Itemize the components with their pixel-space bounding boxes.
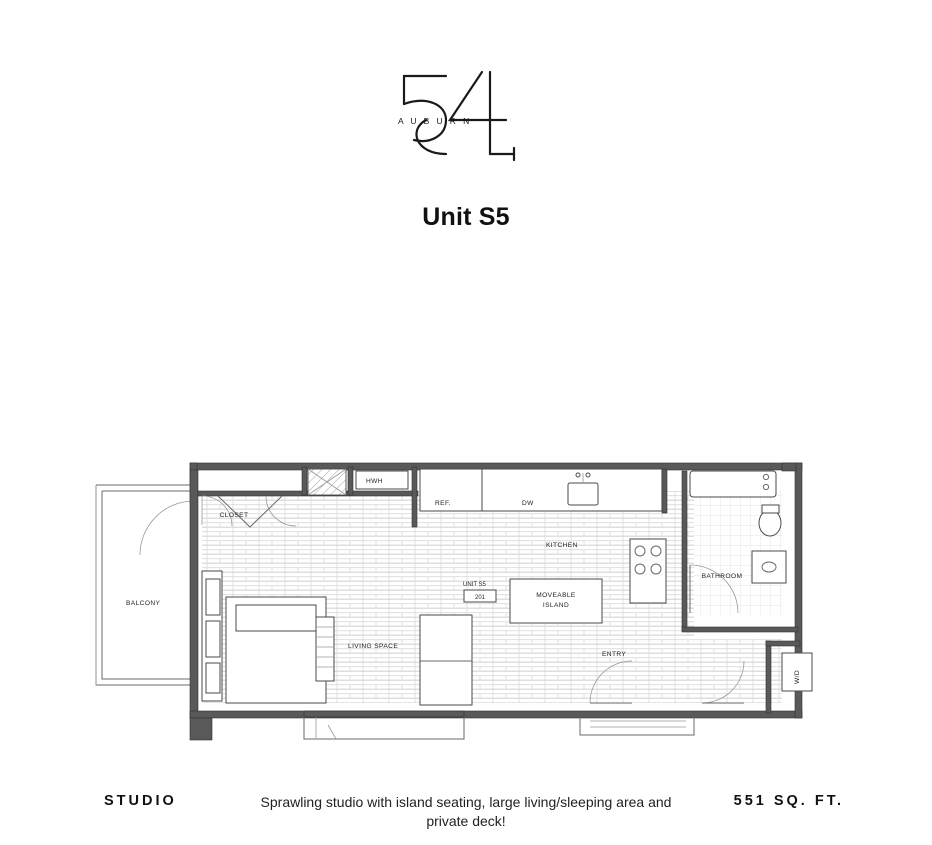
unit-type-label: STUDIO bbox=[104, 793, 177, 809]
room-label-bathroom: BATHROOM bbox=[701, 573, 743, 580]
island-label-line2: ISLAND bbox=[542, 602, 570, 609]
unit-description: Sprawling studio with island seating, large living/sleeping area and private deck! bbox=[260, 794, 672, 829]
room-label-living: LIVING SPACE bbox=[348, 643, 399, 650]
logo-mark bbox=[386, 58, 546, 168]
island-label-line1: MOVEABLE bbox=[536, 592, 576, 599]
room-label-balcony: BALCONY bbox=[126, 600, 161, 607]
brand-logo bbox=[0, 58, 932, 168]
room-label-kitchen: KITCHEN bbox=[546, 542, 578, 549]
room-label-wd: W/D bbox=[794, 669, 801, 685]
unit-area-label: 551 SQ. FT. bbox=[733, 793, 844, 809]
room-label-dw: DW bbox=[522, 500, 534, 507]
room-label-ref: REF. bbox=[435, 500, 451, 507]
floorplan-svg bbox=[90, 455, 850, 755]
unit-tag-line2: 201 bbox=[474, 595, 486, 601]
logo-wordmark: A U B U R N bbox=[398, 116, 472, 126]
room-label-closet: CLOSET bbox=[219, 512, 249, 519]
room-label-entry: ENTRY bbox=[602, 651, 627, 658]
floorplan-drawing bbox=[90, 455, 850, 755]
room-label-hwh: HWH bbox=[366, 478, 383, 485]
page-title: Unit S5 bbox=[422, 203, 510, 231]
unit-tag-line1: UNIT S5 bbox=[463, 582, 486, 588]
